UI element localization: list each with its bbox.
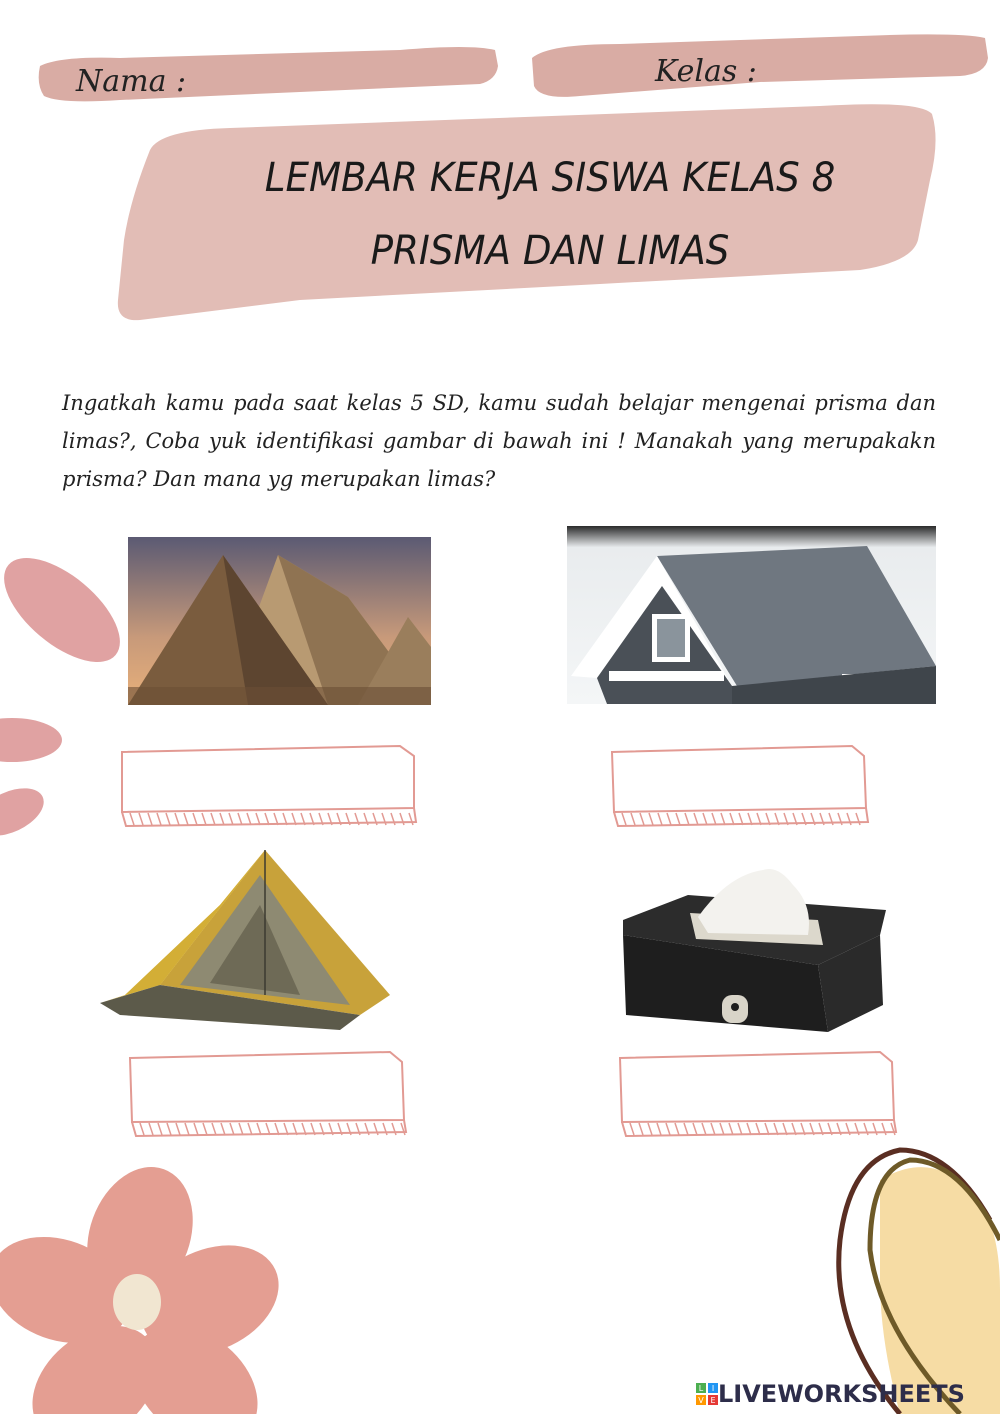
title-brush-stroke — [118, 104, 936, 320]
answer-input-pyramids[interactable] — [130, 760, 406, 804]
logo-letter-e: E — [710, 1396, 716, 1405]
class-label: Kelas : — [655, 54, 757, 89]
page-title-line-2: PRISMA DAN LIMAS — [370, 228, 730, 274]
answer-input-tissue-box[interactable] — [628, 1066, 886, 1116]
hatch-line — [239, 1123, 243, 1135]
liveworksheets-logo-icon — [696, 1383, 718, 1405]
hatch-line — [176, 1123, 180, 1135]
hatch-line — [676, 813, 680, 825]
hatch-line — [193, 813, 197, 825]
liveworksheets-brand-text: LIVEWORKSHEETS — [718, 1380, 965, 1408]
hatch-line — [184, 813, 188, 825]
hatch-line — [203, 1123, 207, 1135]
hatch-line — [622, 813, 626, 825]
left-petal-1 — [0, 539, 137, 681]
tissue-box-image — [618, 865, 888, 1032]
hatch-line — [856, 813, 860, 825]
hatch-line — [229, 813, 233, 825]
left-petal-3 — [0, 779, 51, 846]
hatch-line — [658, 813, 662, 825]
hatch-line — [149, 1123, 153, 1135]
tent-image — [100, 845, 400, 1035]
hatch-line — [166, 813, 170, 825]
hatch-line — [667, 813, 671, 825]
class-brush-stroke — [532, 34, 988, 96]
hatch-line — [409, 813, 413, 825]
hatch-line — [130, 813, 134, 825]
hatch-line — [230, 1123, 234, 1135]
intro-paragraph: Ingatkah kamu pada saat kelas 5 SD, kamu sudah belajar mengenai prisma dan limas?, Coba yuk identifikasi gambar di bawah ini ! Manakah yang merupakakn prisma? Dan mana yg merupakan limas? — [62, 391, 936, 491]
hatch-line — [882, 1123, 886, 1135]
hatch-line — [247, 813, 251, 825]
liveworksheets-brand — [696, 1380, 965, 1408]
hatch-line — [202, 813, 206, 825]
hatch-line — [685, 813, 689, 825]
hatch-line — [194, 1123, 198, 1135]
hatch-line — [248, 1123, 252, 1135]
hatch-line — [694, 813, 698, 825]
hatch-line — [729, 1123, 733, 1135]
hatch-line — [639, 1123, 643, 1135]
hatch-line — [185, 1123, 189, 1135]
hatch-line — [693, 1123, 697, 1135]
page-title-line-1: LEMBAR KERJA SISWA KELAS 8 — [264, 155, 836, 201]
hatch-line — [175, 813, 179, 825]
logo-letter-i: I — [711, 1384, 715, 1393]
hatch-line — [702, 1123, 706, 1135]
hatch-line — [649, 813, 653, 825]
house-model-image — [567, 526, 936, 704]
hatch-line — [640, 813, 644, 825]
hatch-line — [712, 813, 716, 825]
arcs-decoration — [839, 1150, 1000, 1414]
hatch-line — [392, 1123, 396, 1135]
hatch-line — [212, 1123, 216, 1135]
hatch-line — [648, 1123, 652, 1135]
hatch-line — [684, 1123, 688, 1135]
hatch-line — [657, 1123, 661, 1135]
name-label: Nama : — [76, 64, 187, 99]
hatch-line — [721, 813, 725, 825]
hatch-line — [666, 1123, 670, 1135]
hatch-line — [675, 1123, 679, 1135]
hatch-line — [157, 813, 161, 825]
hatch-line — [211, 813, 215, 825]
pyramids-image — [128, 537, 431, 705]
hatch-line — [238, 813, 242, 825]
hatch-line — [148, 813, 152, 825]
answer-input-tent[interactable] — [138, 1066, 396, 1116]
answer-input-house[interactable] — [620, 760, 858, 804]
hatch-line — [630, 1123, 634, 1135]
hatch-line — [167, 1123, 171, 1135]
flower — [0, 1152, 296, 1414]
hatch-line — [711, 1123, 715, 1135]
logo-letter-v: V — [698, 1396, 704, 1405]
hatch-line — [221, 1123, 225, 1135]
hatch-line — [703, 813, 707, 825]
logo-letter-l: L — [698, 1384, 704, 1393]
hatch-line — [720, 1123, 724, 1135]
hatch-line — [738, 1123, 742, 1135]
hatch-line — [158, 1123, 162, 1135]
hatch-line — [139, 813, 143, 825]
hatch-line — [140, 1123, 144, 1135]
hatch-line — [631, 813, 635, 825]
left-petal-2 — [0, 718, 62, 762]
hatch-line — [220, 813, 224, 825]
